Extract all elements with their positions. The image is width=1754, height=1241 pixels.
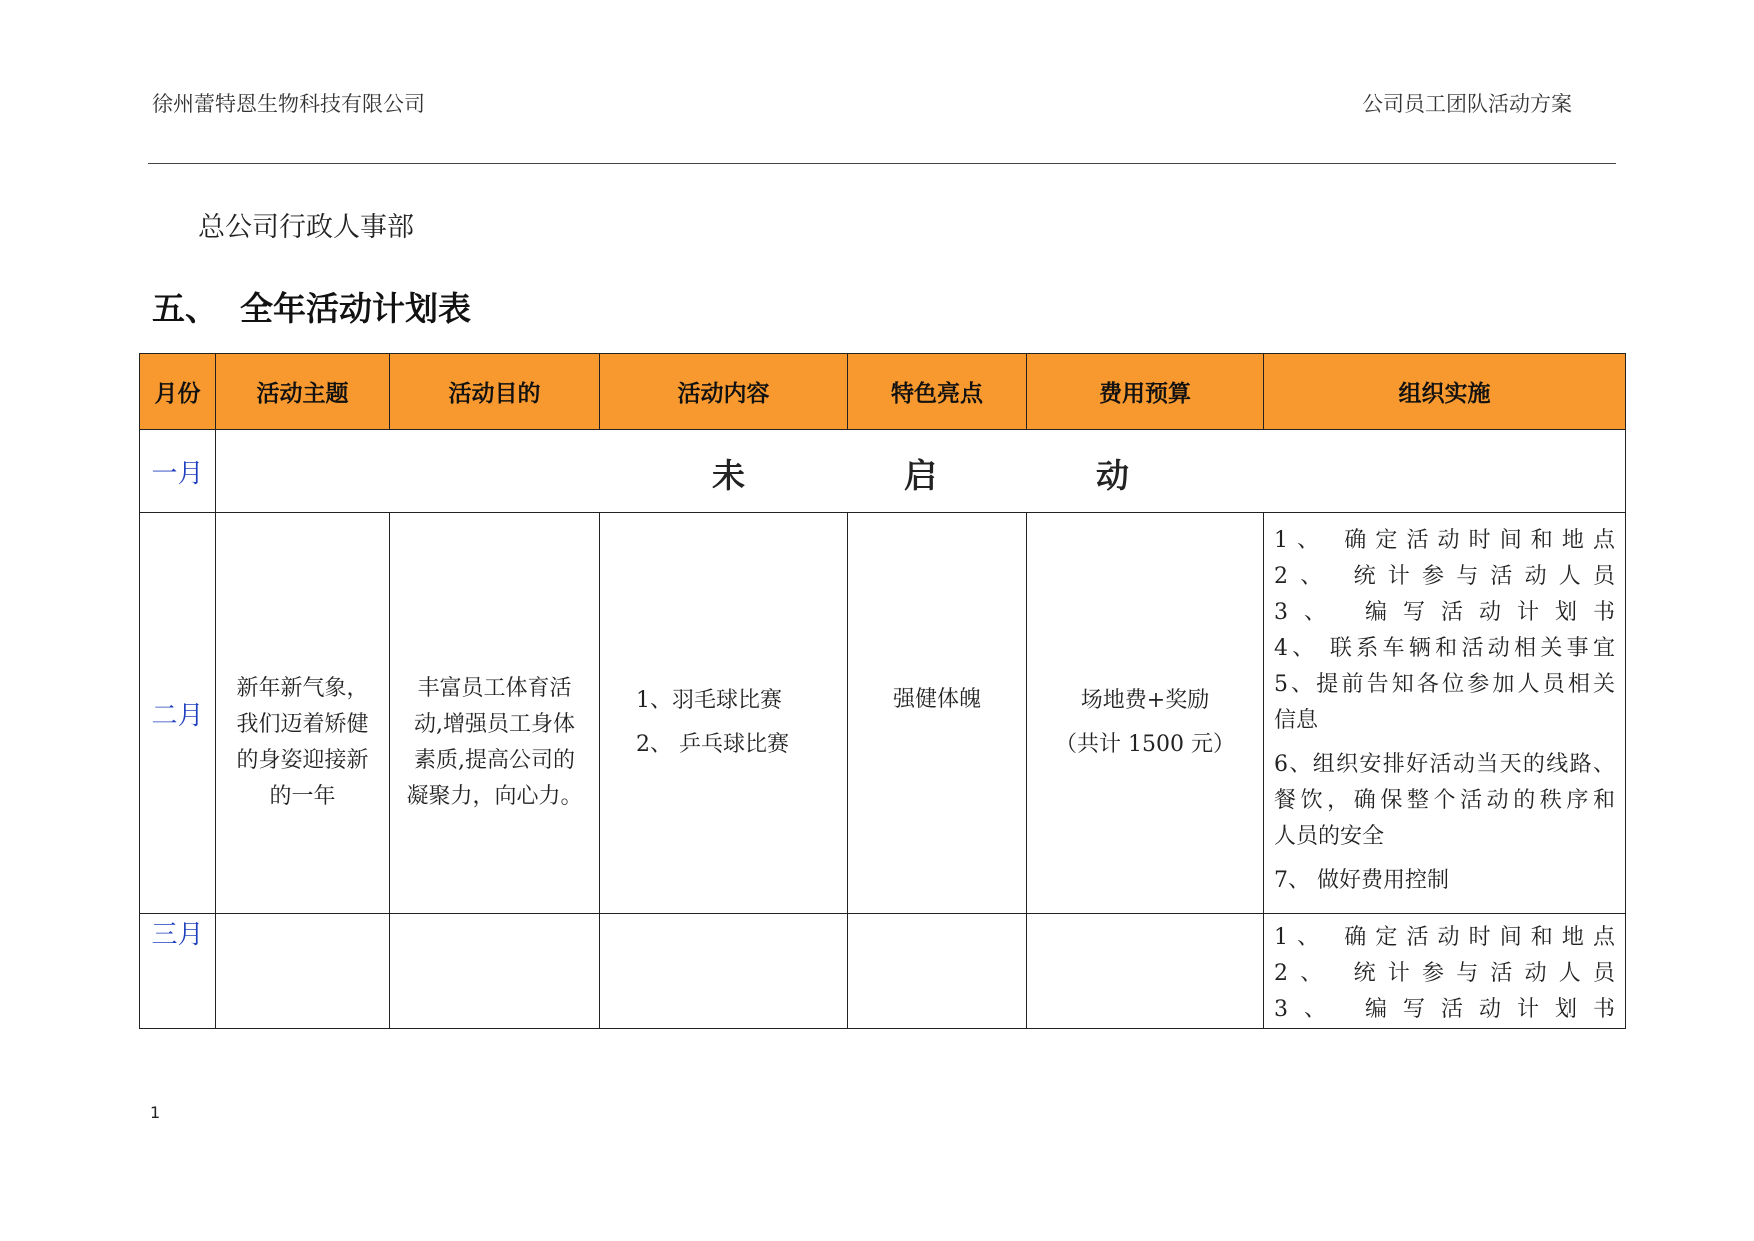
column-header-budget: 费用预算 [1027,354,1264,430]
content-line: 1、羽毛球比赛 [636,688,782,713]
month-cell: 二月 [140,513,216,914]
implementation-cell [1264,914,1626,1029]
column-header-theme: 活动主题 [216,354,390,430]
column-header-implementation: 组织实施 [1264,354,1626,430]
content-line: 2、 乒乓球比赛 [636,732,789,757]
department-name: 总公司行政人事部 [198,212,414,243]
purpose-line: 动,增强员工身体 [414,712,575,737]
company-name: 徐州蕾特恩生物科技有限公司 [152,92,425,116]
budget-cell [1027,914,1264,1029]
highlight-text: 强健体魄 [892,687,981,712]
implementation-line: 3、 编写活动计划书 [1274,600,1615,625]
implementation-line: 5、提前告知各位参加人员相关 [1274,672,1615,697]
theme-line: 我们迈着矫健 [236,712,369,737]
implementation-line: 2、 统计参与活动人员 [1274,961,1615,986]
implementation-line: 信息 [1274,708,1319,733]
implementation-line: 7、 做好费用控制 [1274,868,1449,893]
budget-line: （共计 1500 元） [1055,732,1235,757]
page-number: 1 [150,1103,161,1122]
column-header-content: 活动内容 [600,354,848,430]
purpose-line: 丰富员工体育活 [417,676,572,701]
column-header-purpose: 活动目的 [390,354,600,430]
month-cell: 三月 [140,914,216,1029]
month-cell: 一月 [140,430,216,513]
implementation-line: 2、 统计参与活动人员 [1274,564,1615,589]
table-row-february [140,513,1626,914]
not-started-cell [216,430,1626,513]
status-char: 未 [712,456,745,495]
highlight-cell [848,914,1027,1029]
table-header-row [140,354,1626,430]
table-row-january [140,430,1626,513]
implementation-line: 4、 联系车辆和活动相关事宜 [1274,636,1615,661]
theme-line: 的一年 [269,784,336,809]
status-char: 启 [904,456,937,495]
purpose-line: 凝聚力，向心力。 [406,784,583,809]
annual-activity-plan-table [139,353,1626,1029]
implementation-line: 餐饮，确保整个活动的秩序和 [1274,788,1615,813]
section-number: 五、 [152,289,218,328]
purpose-line: 素质,提高公司的 [414,748,575,773]
document-title: 公司员工团队活动方案 [1362,92,1572,116]
implementation-line: 1、 确定活动时间和地点 [1274,925,1615,950]
implementation-line: 人员的安全 [1274,824,1385,849]
column-header-month: 月份 [140,354,216,430]
table-row-march [140,914,1626,1029]
budget-line: 场地费+奖励 [1080,688,1210,713]
theme-line: 的身姿迎接新 [236,748,369,773]
theme-cell [216,914,390,1029]
theme-line: 新年新气象， [236,676,369,701]
implementation-line: 3、 编写活动计划书 [1274,997,1615,1022]
content-cell [600,513,848,914]
section-heading [152,283,471,330]
header-divider [148,163,1616,164]
implementation-line: 6、组织安排好活动当天的线路、 [1274,752,1615,777]
theme-cell [216,513,390,914]
implementation-cell [1264,513,1626,914]
purpose-cell [390,513,600,914]
section-title-text: 全年活动计划表 [240,289,471,328]
budget-cell [1027,513,1264,914]
column-header-highlight: 特色亮点 [848,354,1027,430]
content-cell [600,914,848,1029]
status-char: 动 [1096,456,1129,495]
purpose-cell [390,914,600,1029]
highlight-cell [848,513,1027,914]
implementation-line: 1、 确定活动时间和地点 [1274,528,1615,553]
